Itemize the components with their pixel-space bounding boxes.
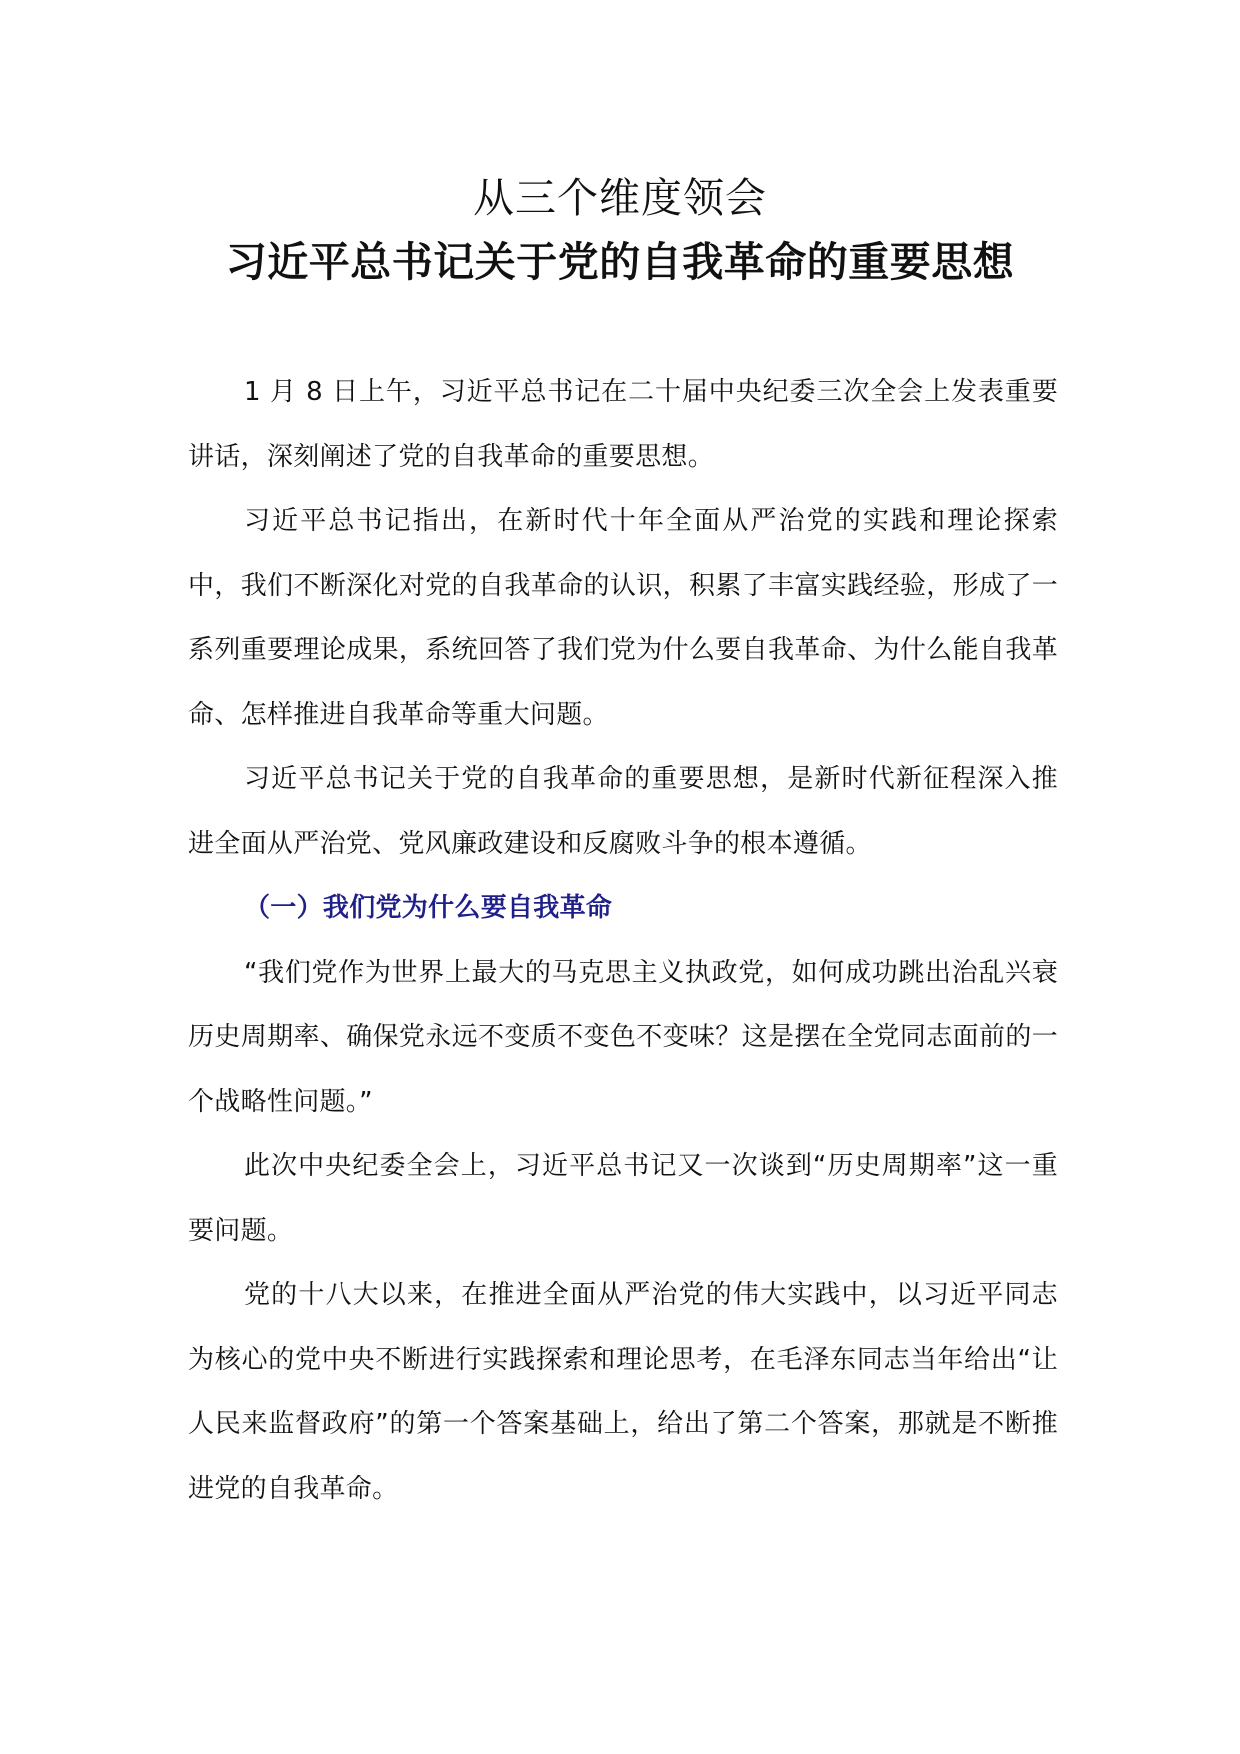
- title-block: [0, 168, 1240, 292]
- paragraph-3: 习近平总书记关于党的自我革命的重要思想，是新时代新征程深入推进全面从严治党、党风廉政建设和反腐败斗争的根本遵循。: [188, 764, 1058, 859]
- title-line-1: 从三个维度领会: [473, 174, 767, 222]
- section-paragraph-3: 党的十八大以来，在推进全面从严治党的伟大实践中，以习近平同志为核心的党中央不断进行实践探索和理论思考，在毛泽东同志当年给出“让人民来监督政府”的第一个答案基础上，给出了第二个答案，那就是不断推进党的自我革命。: [188, 1280, 1058, 1504]
- section-paragraph-1: “我们党作为世界上最大的马克思主义执政党，如何成功跳出治乱兴衰历史周期率、确保党永远不变质不变色不变味？这是摆在全党同志面前的一个战略性问题。”: [188, 957, 1058, 1117]
- document-body: [188, 360, 1058, 1521]
- section-heading: （一）我们党为什么要自我革命: [244, 893, 613, 923]
- paragraph-1: 1 月 8 日上午，习近平总书记在二十届中央纪委三次全会上发表重要讲话，深刻阐述了党的自我革命的重要思想。: [188, 377, 1058, 472]
- section-paragraph-2: 此次中央纪委全会上，习近平总书记又一次谈到“历史周期率”这一重要问题。: [188, 1151, 1058, 1246]
- paragraph-2: 习近平总书记指出，在新时代十年全面从严治党的实践和理论探索中，我们不断深化对党的自我革命的认识，积累了丰富实践经验，形成了一系列重要理论成果，系统回答了我们党为什么要自我革命、为什么能自我革命、怎样推进自我革命等重大问题。: [188, 506, 1058, 730]
- title-line-2: 习近平总书记关于党的自我革命的重要思想: [225, 238, 1015, 286]
